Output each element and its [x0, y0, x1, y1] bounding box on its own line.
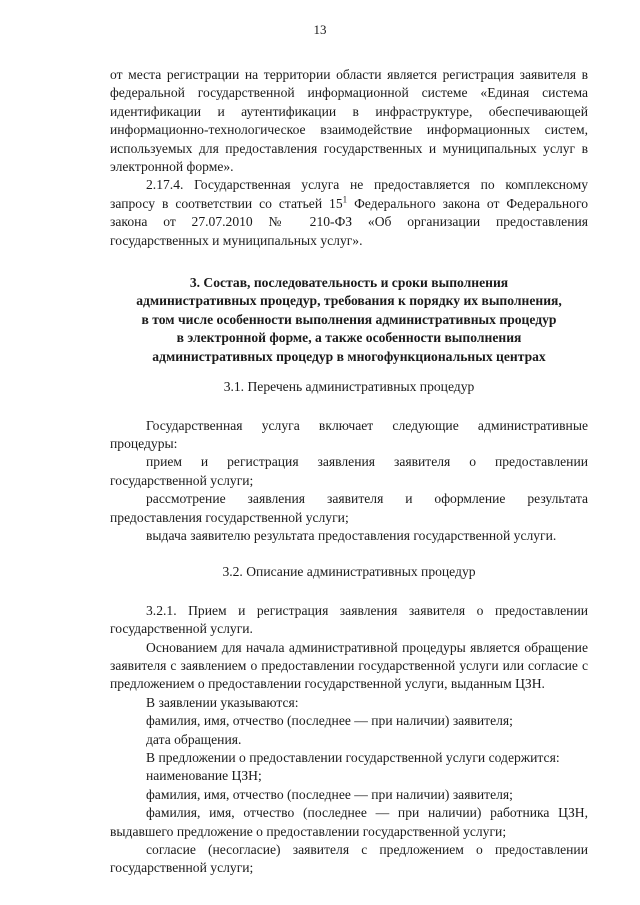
section-3-title-line: 3. Состав, последовательность и сроки выполнения	[189, 275, 509, 291]
clause-2-17-4	[110, 176, 588, 250]
paragraph-offer-lead: В предложении о предоставлении государственной услуги содержится:	[146, 750, 560, 765]
paragraph-application-lead: В заявлении указываются:	[146, 694, 299, 710]
section-3-title	[110, 274, 588, 366]
subsection-3-1-title: 3.1. Перечень административных процедур	[223, 379, 475, 395]
offer-field-item: наименование ЦЗН;	[146, 768, 262, 784]
paragraph-registration-esia: от места регистрации на территории области является регистрация заявителя в федеральной государственной информационной системе «Единая система идентификации и аутентификации в инфраструктуре, обеспечивающей информационно-технологическое взаимодействие информационных систем, используемых для предоставления государственных и муниципальных услуг в электронной форме».	[110, 67, 588, 175]
subsection-3-1-intro: Государственная услуга включает следующие административные процедуры:	[110, 417, 588, 451]
section-3-title-line: административных процедур в многофункциональных центрах	[152, 348, 546, 364]
paragraph-basis: Основанием для начала административной процедуры является обращение заявителя с заявлением о предоставлении государственной услуги или согласие с предложением о предоставлении государственной услуги, выданным ЦЗН.	[110, 639, 588, 692]
clause-text-part2: Федерального закона от Федерального закона от 27.07.2010 № 210-ФЗ «Об организации предоставления государственных и муниципальных услуг».	[110, 195, 588, 248]
section-3-title-line: в том числе особенности выполнения административных процедур	[141, 311, 557, 327]
section-3-title-line: в электронной форме, а также особенности выполнения	[176, 330, 522, 346]
subsection-3-2-title: 3.2. Описание административных процедур	[222, 564, 476, 580]
clause-3-2-1: 3.2.1. Прием и регистрация заявления заявителя о предоставлении государственной услуги.	[110, 602, 588, 637]
offer-field-item: фамилия, имя, отчество (последнее — при наличии) работника ЦЗН, выдавшего предложение о предоставлении государственной услуги;	[110, 805, 588, 839]
application-field-item: фамилия, имя, отчество (последнее — при наличии) заявителя;	[146, 713, 513, 729]
offer-field-item: согласие (несогласие) заявителя с предложением о предоставлении государственной услуги;	[110, 842, 588, 876]
procedure-list-item: прием и регистрация заявления заявителя о предоставлении государственной услуги;	[110, 454, 588, 488]
offer-field-item: фамилия, имя, отчество (последнее — при наличии) заявителя;	[146, 786, 513, 802]
document-body	[110, 66, 588, 878]
procedure-list-item: выдача заявителю результата предоставления государственной услуги.	[146, 527, 557, 543]
page-number: 13	[313, 22, 327, 37]
clause-text-part1: 2.17.4. Государственная услуга не предоставляется по комплексному запросу в соответствии со статьей 15	[110, 177, 588, 211]
clause-superscript: 1	[342, 194, 348, 205]
section-3-title-line: административных процедур, требования к порядку их выполнения,	[136, 293, 562, 309]
application-field-item: дата обращения.	[146, 731, 242, 747]
procedure-list-item: рассмотрение заявления заявителя и оформление результата предоставления государственной услуги;	[110, 491, 588, 525]
